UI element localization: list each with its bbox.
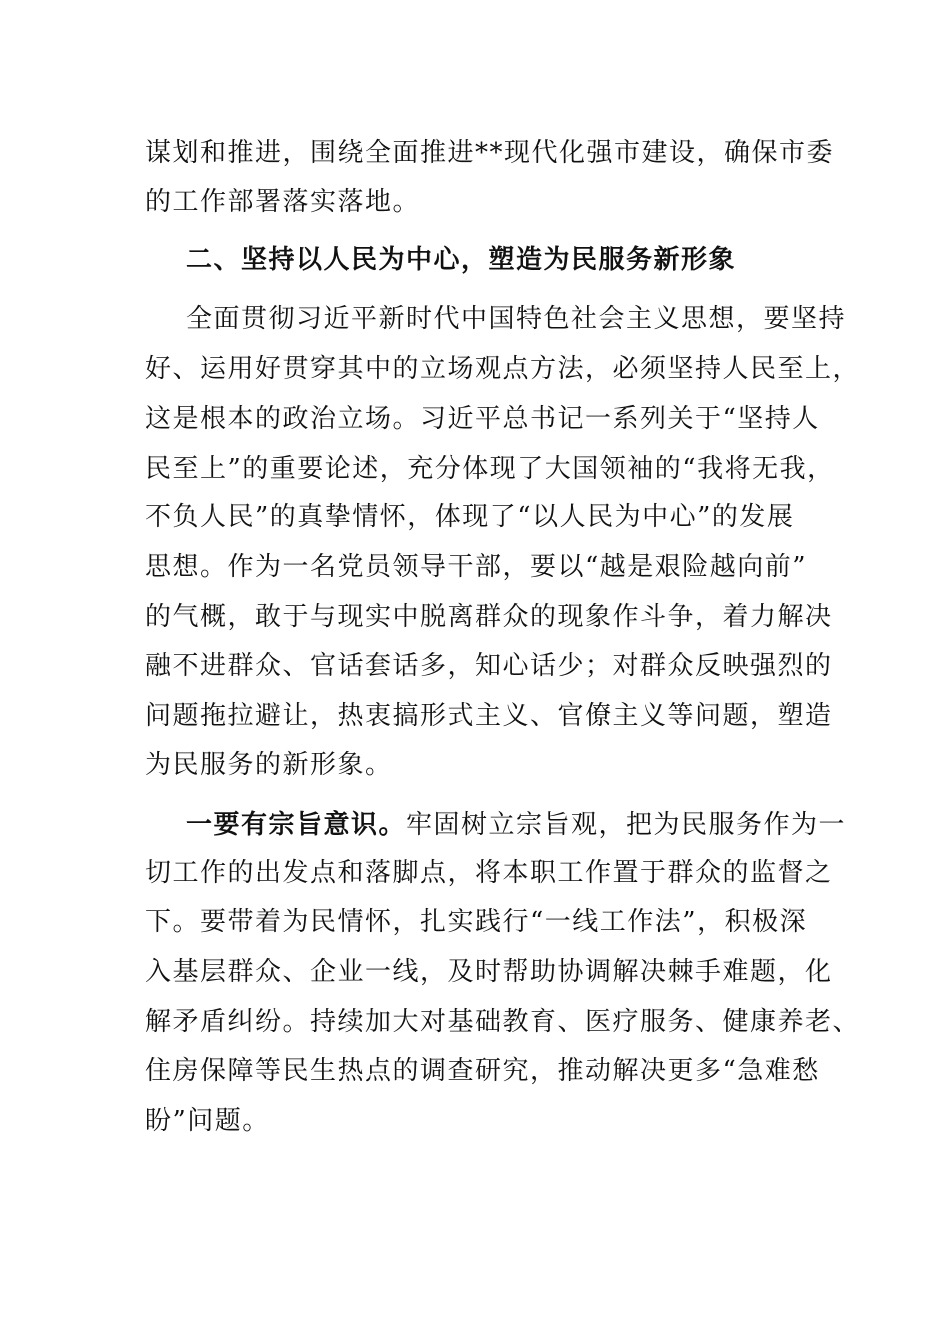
- body-line: 入基层群众、企业一线，及时帮助协调解决棘手难题，化: [145, 957, 833, 987]
- body-line: 为民服务的新形象。: [145, 750, 393, 780]
- section-heading: 二、坚持以人民为中心，塑造为民服务新形象: [186, 245, 737, 275]
- body-line: 解矛盾纠纷。持续加大对基础教育、医疗服务、健康养老、: [145, 1007, 861, 1037]
- body-line: 谋划和推进，围绕全面推进**现代化强市建设，确保市委: [145, 138, 835, 168]
- body-line: 切工作的出发点和落脚点，将本职工作置于群众的监督之: [145, 858, 833, 888]
- body-line: 思想。作为一名党员领导干部，要以“越是艰险越向前”: [145, 552, 808, 582]
- body-line: 的气概，敢于与现实中脱离群众的现象作斗争，着力解决: [145, 602, 833, 632]
- body-line: 住房保障等民生热点的调查研究，推动解决更多“急难愁: [145, 1056, 820, 1086]
- body-line: 好、运用好贯穿其中的立场观点方法，必须坚持人民至上，: [145, 354, 861, 384]
- body-line: 盼”问题。: [145, 1106, 270, 1136]
- point-text: 牢固树立宗旨观，把为民服务作为一: [406, 810, 847, 840]
- body-line: 融不进群众、官话套话多，知心话少；对群众反映强烈的: [145, 651, 833, 681]
- body-line: 这是根本的政治立场。习近平总书记一系列关于“坚持人: [145, 404, 820, 434]
- body-line: 的工作部署落实落地。: [145, 187, 421, 217]
- point-heading: 一要有宗旨意识。: [186, 810, 407, 840]
- body-line: 问题拖拉避让，热衷搞形式主义、官僚主义等问题，塑造: [145, 701, 833, 731]
- body-line: 民至上”的重要论述，充分体现了大国领袖的“我将无我，: [145, 454, 835, 484]
- body-line: 全面贯彻习近平新时代中国特色社会主义思想，要坚持: [186, 304, 847, 334]
- body-line: 不负人民”的真挚情怀，体现了“以人民为中心”的发展: [145, 502, 795, 532]
- body-line: 下。要带着为民情怀，扎实践行“一线工作法”，积极深: [145, 907, 808, 937]
- point-line: [186, 805, 866, 845]
